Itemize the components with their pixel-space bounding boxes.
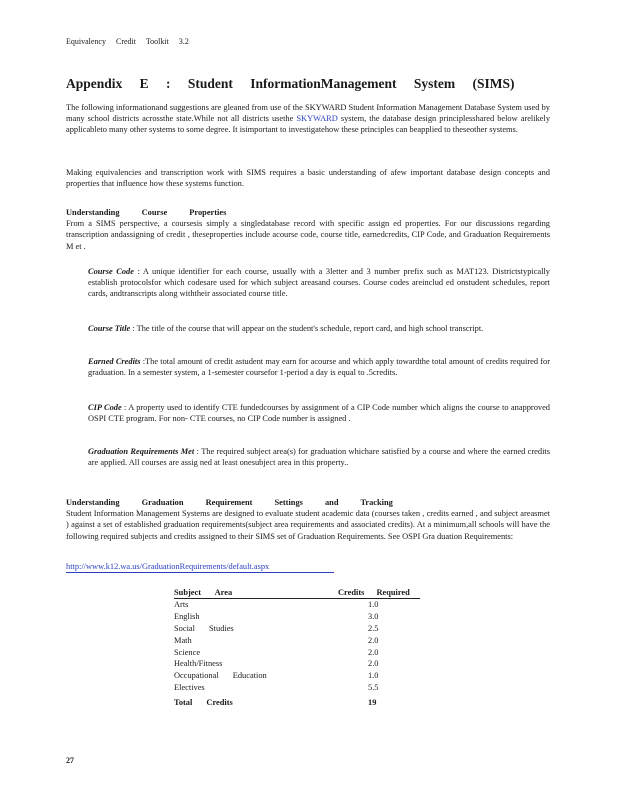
credits-cell: 3.0 <box>368 611 379 621</box>
table-row <box>174 599 420 611</box>
credits-cell: 2.0 <box>368 659 379 669</box>
intro-text-end: system, the database design principlesshared below arelikely applicableto many other systems to some degree. It isimportant to investigatehow these principles can beapplied to theseother systems. <box>66 114 551 135</box>
table-row <box>174 682 420 694</box>
course-properties-section <box>66 207 550 252</box>
property-term: Course Code <box>88 267 134 276</box>
property-description: : The required subject area(s) for graduation whichare satisfied by a course and where the earned credits are applied. All courses are assig ned at least onesubject area in this property.. <box>88 447 550 468</box>
skyward-highlight: SKYWARD <box>296 114 338 124</box>
total-value: 19 <box>368 698 377 708</box>
column-header-credits: Credits Required <box>338 588 410 597</box>
page-number: 27 <box>66 756 74 765</box>
subject-cell: Social Studies <box>174 623 234 633</box>
subject-cell: Arts <box>174 600 189 609</box>
table-row <box>174 670 420 682</box>
table-row <box>174 635 420 647</box>
credits-cell: 2.0 <box>368 635 379 645</box>
property-term: Earned Credits <box>88 357 141 366</box>
graduation-settings-section <box>66 497 550 542</box>
property-description: :The total amount of credit astudent may earn for acourse and which apply towardthe total amount of credits required for graduation. In a semester system, a 1-semester coursefor 1-period a day is equal to .5credits. <box>88 357 551 378</box>
table-total-row <box>174 696 420 710</box>
running-header: Equivalency Credit Toolkit 3.2 <box>66 37 189 46</box>
database-concepts-paragraph: Making equivalencies and transcription work with SIMS requires a basic understanding of afew important database design concepts and properties that influence how these systems function. <box>66 168 550 189</box>
graduation-requirements-link[interactable]: http://www.k12.wa.us/GraduationRequirements/default.aspx <box>66 561 334 573</box>
property-course-code <box>88 266 550 300</box>
total-label: Total Credits <box>174 698 233 708</box>
graduation-settings-body: Student Information Management Systems are designed to evaluate student academic data (courses taken , credits earned , and subject areasmet ) against a set of established graduation requirements(subject area requirements and associated credits). At a minimum,all schools will have the following required subjects and credits assigned to their SIMS set of Graduation Requirements. See OSPI Gra duation Requirements: <box>66 509 550 541</box>
course-properties-body: From a SIMS perspective, a coursesis simply a singledatabase record with specific assign ed properties. For our discussions regarding transcription andassigning of credit , theseproperties include acourse code, course title, earnedcredits, CIP Code, and Graduation Requirements M et . <box>66 219 550 251</box>
property-earned-credits <box>88 356 550 378</box>
subject-cell: Occupational Education <box>174 671 267 681</box>
intro-paragraph <box>66 102 550 136</box>
graduation-settings-heading: Understanding Graduation Requirement Settings and Tracking <box>66 498 393 507</box>
credits-cell: 1.0 <box>368 600 379 609</box>
course-properties-heading: Understanding Course Properties <box>66 208 227 217</box>
property-term: Course Title <box>88 324 131 333</box>
property-description: : A property used to identify CTE fundedcourses by assignment of a CIP Code number which aligns the course to anapproved OSPI CTE program. For non- CTE courses, no CIP Code number is assigned . <box>88 403 550 424</box>
property-term: CIP Code <box>88 403 122 412</box>
table-row <box>174 623 420 635</box>
credits-table <box>174 587 420 710</box>
subject-cell: Science <box>174 647 201 657</box>
property-term: Graduation Requirements Met <box>88 447 195 456</box>
subject-cell: Electives <box>174 683 205 693</box>
credits-cell: 5.5 <box>368 683 379 693</box>
property-graduation-requirements <box>88 446 550 468</box>
column-header-subject: Subject Area <box>174 588 233 597</box>
credits-cell: 1.0 <box>368 671 379 681</box>
table-header-row <box>174 587 420 599</box>
property-description: : A unique identifier for each course, usually with a 3letter and 3 number prefix such as MAT123. Districtstypically establish protocolsfor which codesare used for which subject areasand courses. Course codes areinclud ed onstudent schedules, report cards, andtranscripts along withtheir associated course title. <box>88 267 550 299</box>
credits-cell: 2.5 <box>368 623 379 633</box>
credits-cell: 2.0 <box>368 647 379 657</box>
intro-text-start: The following informationand suggestions are gleaned from use of the SKYWARD Student Information Management Database System used by many school districts acrossthe state.While not all districts usethe <box>66 103 550 124</box>
table-row <box>174 658 420 670</box>
property-cip-code <box>88 402 550 424</box>
property-course-title <box>88 323 550 334</box>
page-title: Appendix E : Student InformationManagement System (SIMS) <box>66 76 515 91</box>
subject-cell: Health/Fitness <box>174 659 223 669</box>
subject-cell: Math <box>174 635 192 645</box>
table-row <box>174 611 420 623</box>
table-row <box>174 647 420 659</box>
subject-cell: English <box>174 611 200 621</box>
property-description: : The title of the course that will appear on the student's schedule, report card, and high school transcript. <box>132 324 484 333</box>
